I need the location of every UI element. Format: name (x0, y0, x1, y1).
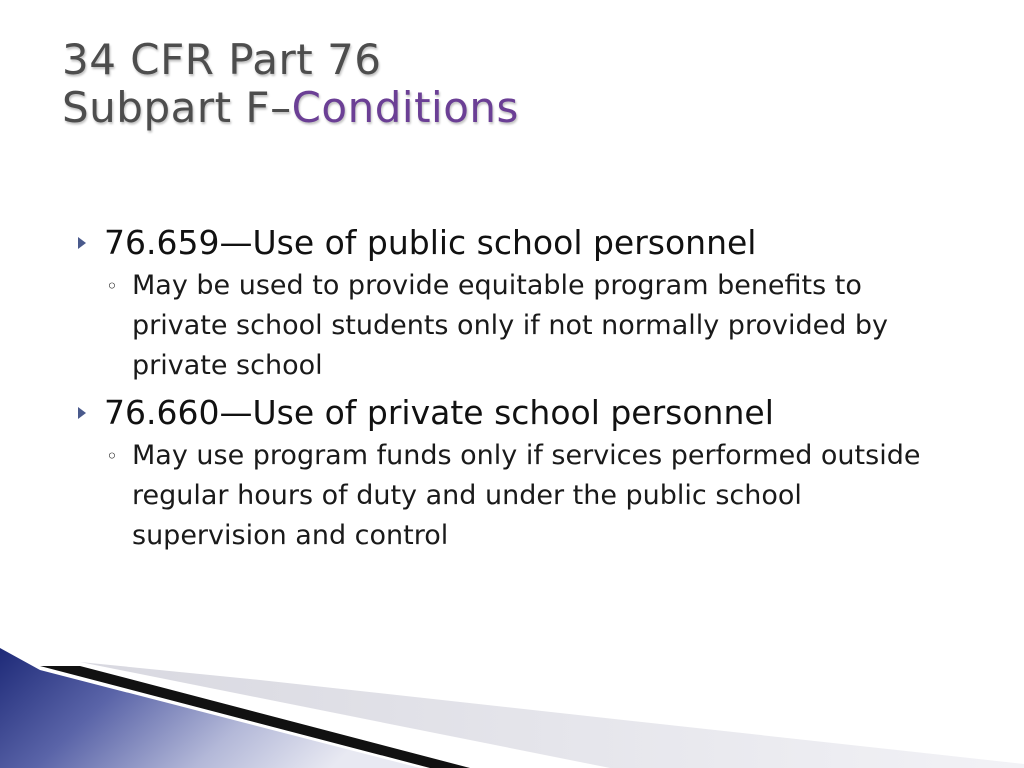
bullet-heading-row (104, 392, 974, 434)
bullet-list (74, 222, 974, 562)
bullet-heading: 76.659—Use of public school personnel (104, 223, 757, 262)
decorative-swoosh (0, 640, 1024, 768)
sub-bullet-text: May be used to provide equitable program benefits to private school students only if not normally provided by private school (132, 270, 889, 381)
bullet-item (74, 222, 974, 386)
title-line-2-accent: Conditions (291, 83, 519, 132)
slide-title (62, 36, 519, 132)
ring-bullet-icon: ◦ (106, 444, 118, 468)
bullet-heading: 76.660—Use of private school personnel (104, 393, 774, 432)
triangle-right-icon (78, 237, 86, 249)
title-line-2-prefix: Subpart F– (62, 83, 292, 132)
title-line-1: 34 CFR Part 76 (62, 35, 382, 84)
sub-bullet (106, 436, 952, 556)
triangle-right-icon (78, 407, 86, 419)
bullet-heading-row (104, 222, 974, 264)
sub-bullet-text: May use program funds only if services performed outside regular hours of duty and under the public school supervision and control (132, 440, 921, 551)
sub-bullet (106, 266, 952, 386)
ring-bullet-icon: ◦ (106, 274, 118, 298)
title-line-2 (62, 84, 519, 132)
bullet-item (74, 392, 974, 556)
